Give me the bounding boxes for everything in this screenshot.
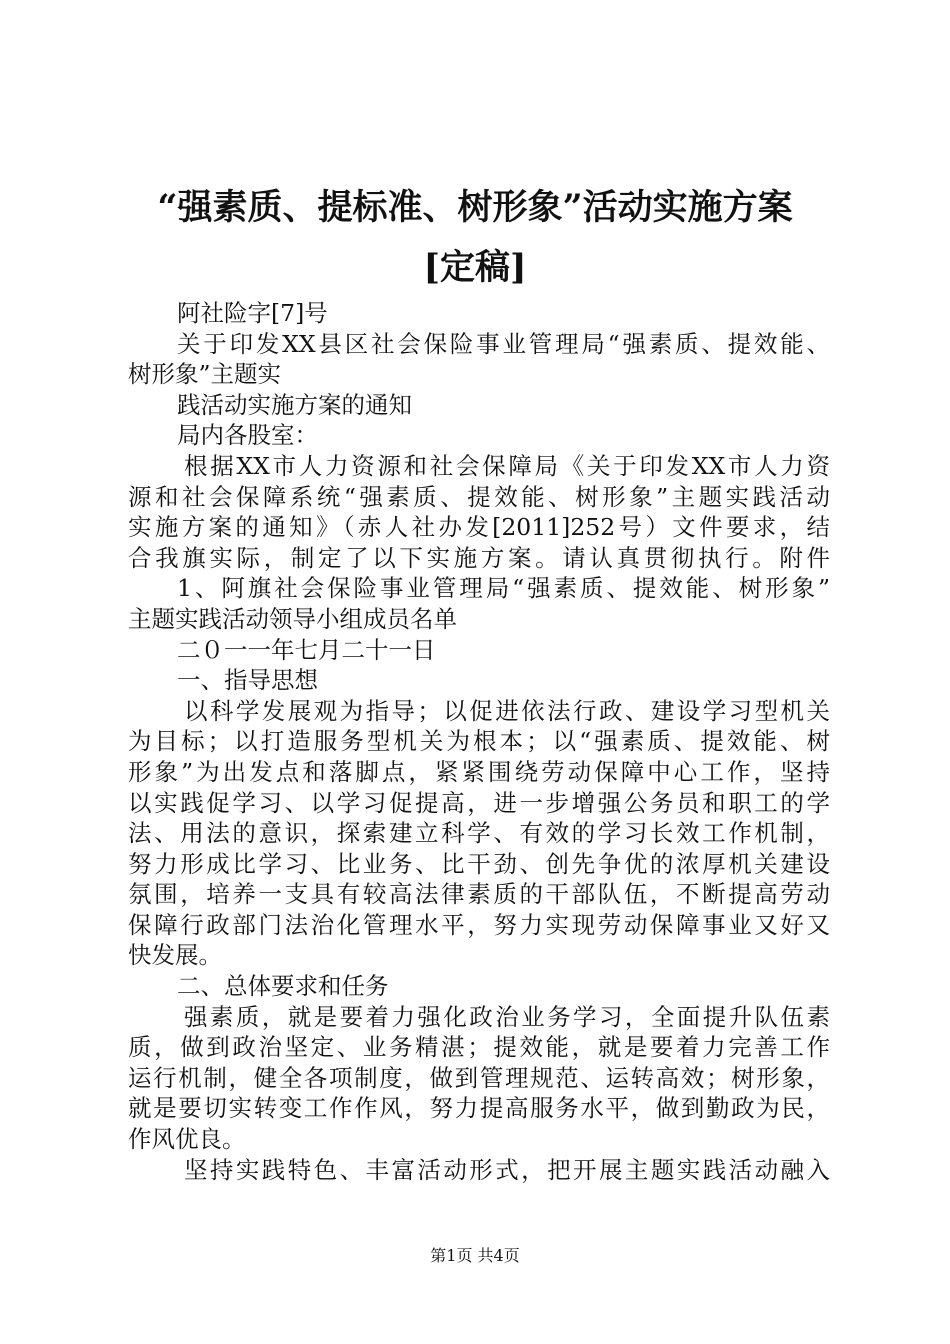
paragraph-line: 运行机制，健全各项制度，做到管理规范、运转高效；树形象， (128, 1063, 830, 1092)
notice-title-line: 践活动实施方案的通知 (177, 390, 412, 419)
paragraph-line: 法、用法的意识，探索建立科学、有效的学习长效工作机制， (128, 819, 830, 848)
document-body (128, 298, 830, 1185)
paragraph-line: 就是要切实转变工作作风，努力提高服务水平，做到勤政为民， (128, 1094, 830, 1123)
document-title: “强素质、提标准、树形象”活动实施方案 (157, 187, 793, 228)
paragraph-line: 作风优良。 (128, 1125, 246, 1154)
date-line: 二０一一年七月二十一日 (177, 635, 436, 664)
paragraph-line: 强素质，就是要着力强化政治业务学习，全面提升队伍素 (184, 1002, 830, 1031)
paragraph-line: 合我旗实际，制定了以下实施方案。请认真贯彻执行。附件 (128, 543, 830, 572)
doc-number-line: 阿社险字[7]号 (177, 299, 328, 327)
paragraph-line: 努力形成比学习、比业务、比干劲、创先争优的浓厚机关建设 (128, 849, 830, 878)
section-heading: 一、指导思想 (177, 666, 318, 695)
paragraph-line: 源和社会保障系统“强素质、提效能、树形象”主题实践活动 (128, 482, 830, 511)
recipient-line: 局内各股室： (177, 421, 318, 450)
paragraph-line: 氛围，培养一支具有较高法律素质的干部队伍，不断提高劳动 (128, 880, 830, 909)
attachment-line: 主题实践活动领导小组成员名单 (128, 604, 457, 633)
paragraph-line: 根据XX市人力资源和社会保障局《关于印发XX市人力资 (184, 451, 830, 480)
section-heading: 二、总体要求和任务 (177, 972, 389, 1001)
paragraph-line: 快发展。 (128, 941, 222, 970)
attachment-line: 1、阿旗社会保险事业管理局“强素质、提效能、树形象” (177, 574, 830, 603)
document-title-suffix: [定稿] (423, 247, 527, 288)
paragraph-line: 形象”为出发点和落脚点，紧紧围绕劳动保障中心工作，坚持 (128, 757, 830, 786)
notice-title-line: 树形象”主题实 (128, 360, 282, 389)
paragraph-line: 为目标；以打造服务型机关为根本；以“强素质、提效能、树 (128, 727, 830, 756)
paragraph-line: 坚持实践特色、丰富活动形式，把开展主题实践活动融入 (184, 1155, 830, 1184)
paragraph-line: 质，做到政治坚定、业务精湛；提效能，就是要着力完善工作 (128, 1033, 830, 1062)
paragraph-line: 以实践促学习、以学习促提高，进一步增强公务员和职工的学 (128, 788, 830, 817)
paragraph-line: 保障行政部门法治化管理水平，努力实现劳动保障事业又好又 (128, 910, 830, 939)
paragraph-line: 以科学发展观为指导；以促进依法行政、建设学习型机关 (184, 696, 830, 725)
page-footer: 第1页 共4页 (430, 1246, 520, 1265)
paragraph-line: 实施方案的通知》（赤人社办发[2011]252号）文件要求，结 (128, 513, 830, 542)
notice-title-line: 关于印发XX县区社会保险事业管理局“强素质、提效能、 (177, 329, 830, 358)
